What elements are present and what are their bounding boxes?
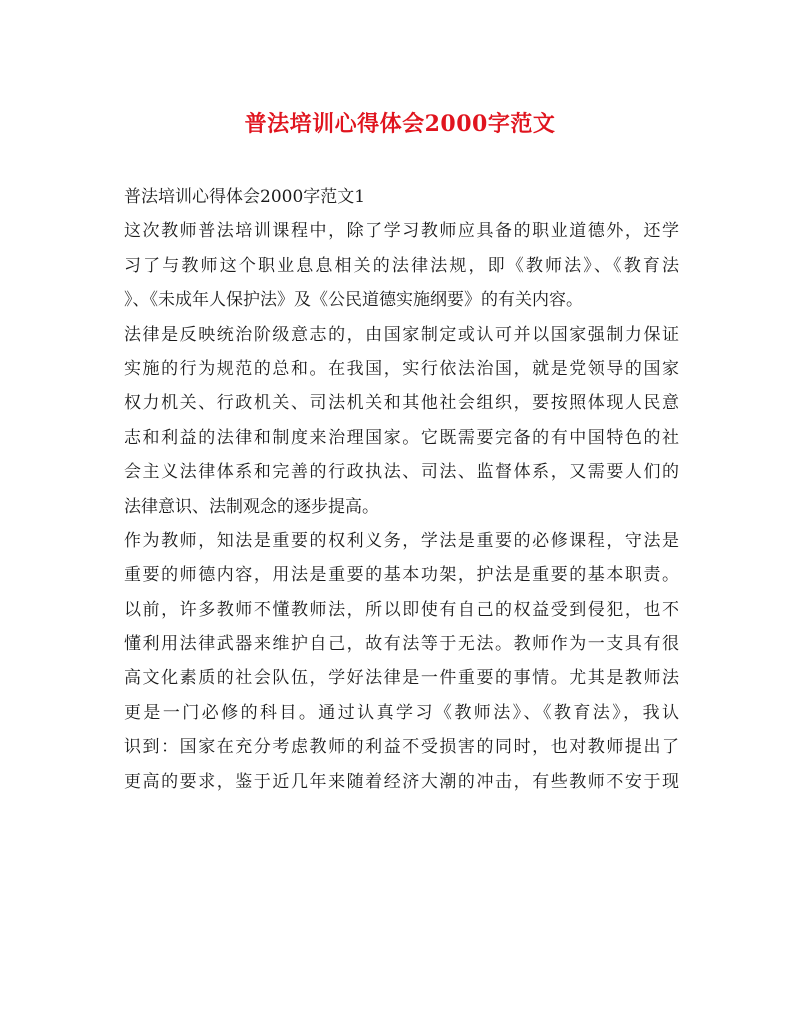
- text-line: 识到：国家在充分考虑教师的利益不受损害的同时，也对教师提出了: [124, 737, 679, 758]
- text-line: 懂利用法律武器来维护自己，故有法等于无法。教师作为一支具有很: [124, 634, 679, 655]
- text-line: 法律意识、法制观念的逐步提高。: [124, 496, 379, 517]
- text-line: 以前，许多教师不懂教师法，所以即使有自己的权益受到侵犯，也不: [124, 599, 679, 620]
- text-line: 实施的行为规范的总和。在我国，实行依法治国，就是党领导的国家: [124, 358, 679, 379]
- text-line: 普法培训心得体会2000字范文1: [124, 187, 366, 207]
- text-line: 作为教师，知法是重要的权利义务，学法是重要的必修课程，守法是: [124, 530, 679, 551]
- text-line: 》、《未成年人保护法》及《公民道德实施纲要》的有关内容。: [124, 290, 583, 311]
- document-body: [124, 180, 679, 799]
- text-line: 高文化素质的社会队伍，学好法律是一件重要的事情。尤其是教师法: [124, 668, 679, 689]
- text-line: 权力机关、行政机关、司法机关和其他社会组织，要按照体现人民意: [124, 393, 679, 414]
- text-line: 习了与教师这个职业息息相关的法律法规，即《教师法》、《教育法: [124, 255, 679, 276]
- text-line: 这次教师普法培训课程中，除了学习教师应具备的职业道德外，还学: [124, 221, 679, 242]
- text-line: 更高的要求，鉴于近几年来随着经济大潮的冲击，有些教师不安于现: [124, 771, 679, 792]
- text-line: 志和利益的法律和制度来治理国家。它既需要完备的有中国特色的社: [124, 427, 679, 448]
- text-line: 法律是反映统治阶级意志的，由国家制定或认可并以国家强制力保证: [124, 324, 679, 345]
- text-line: 会主义法律体系和完善的行政执法、司法、监督体系，又需要人们的: [124, 462, 679, 483]
- text-line: 更是一门必修的科目。通过认真学习《教师法》、《教育法》，我认: [124, 702, 679, 723]
- document-title: 普法培训心得体会2000字范文: [244, 111, 556, 137]
- text-line: 重要的师德内容，用法是重要的基本功架，护法是重要的基本职责。: [124, 565, 679, 586]
